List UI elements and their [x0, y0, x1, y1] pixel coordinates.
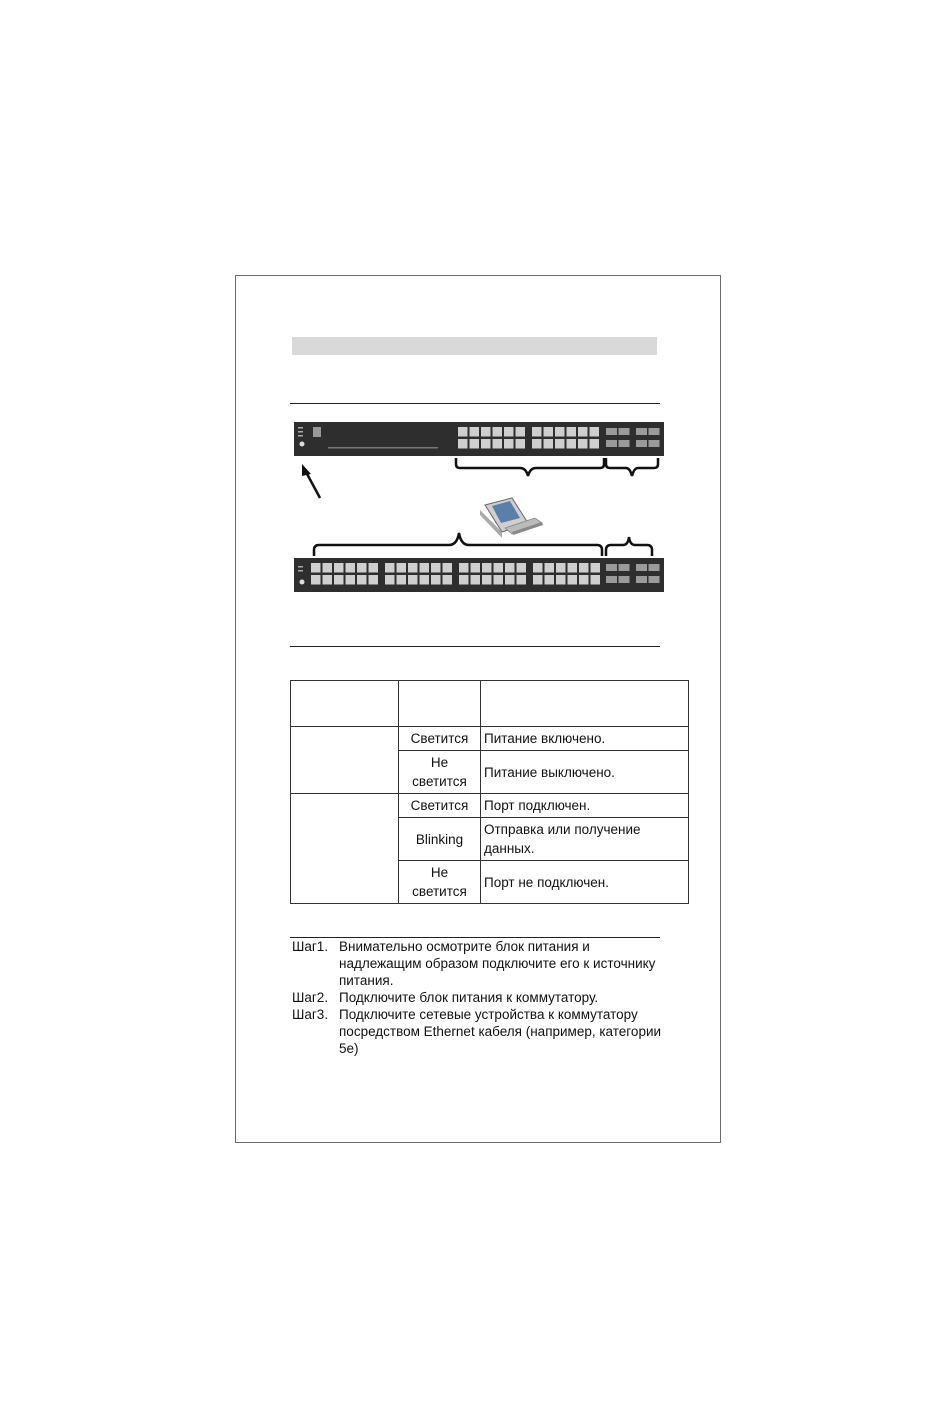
port [397, 563, 407, 573]
port [493, 439, 503, 449]
port [568, 575, 578, 585]
port [504, 427, 514, 437]
status-cell: Blinking [399, 818, 481, 861]
computer-icon [480, 498, 543, 538]
port [459, 575, 469, 585]
port [533, 575, 543, 585]
switch-diagram [280, 410, 675, 610]
list-item [292, 1006, 662, 1057]
port [323, 563, 333, 573]
port [517, 575, 527, 585]
port [591, 563, 601, 573]
port [556, 563, 566, 573]
header-cell [481, 681, 689, 727]
port [568, 563, 578, 573]
port [649, 440, 660, 447]
brace-sfp-top [606, 458, 658, 476]
port [517, 563, 527, 573]
port [385, 575, 395, 585]
port [649, 576, 660, 583]
table-header-row [291, 681, 689, 727]
port [504, 439, 514, 449]
port [493, 427, 503, 437]
port [311, 563, 321, 573]
section-heading-bar [292, 337, 657, 355]
port [323, 575, 333, 585]
step-number: Шаг3. [292, 1007, 329, 1022]
port [619, 564, 630, 571]
port [505, 575, 515, 585]
meaning-cell: Отправка или получение данных. [481, 818, 689, 861]
port [619, 428, 630, 435]
port [443, 563, 453, 573]
led-status-table [290, 680, 689, 904]
port [470, 427, 480, 437]
status-cell: Светится [399, 727, 481, 751]
port [408, 563, 418, 573]
port [636, 428, 647, 435]
port [397, 575, 407, 585]
port [458, 439, 468, 449]
status-cell: Светится [399, 794, 481, 818]
port [619, 576, 630, 583]
port [545, 563, 555, 573]
led-name-cell [291, 727, 399, 794]
port [431, 575, 441, 585]
port [431, 563, 441, 573]
port [482, 575, 492, 585]
port [606, 576, 617, 583]
port [516, 439, 526, 449]
port [481, 427, 491, 437]
port [334, 575, 344, 585]
list-item [292, 938, 662, 989]
port [471, 575, 481, 585]
port [532, 427, 542, 437]
port [579, 563, 589, 573]
port [590, 427, 600, 437]
brace-rj45-bottom [314, 533, 602, 556]
port [482, 563, 492, 573]
switch-48-port [294, 558, 664, 592]
meaning-cell: Порт не подключен. [481, 861, 689, 904]
port [606, 428, 617, 435]
port [591, 575, 601, 585]
port [636, 576, 647, 583]
port [369, 563, 379, 573]
led-name-cell [291, 794, 399, 904]
port [311, 575, 321, 585]
switch-24-port [294, 422, 664, 456]
port [494, 575, 504, 585]
step-text: Подключите блок питания к коммутатору. [339, 990, 599, 1005]
port [606, 564, 617, 571]
meaning-cell: Порт подключен. [481, 794, 689, 818]
port [420, 563, 430, 573]
step-text: Внимательно осмотрите блок питания и надлежащим образом подключите его к источнику питания. [339, 939, 656, 988]
port [459, 563, 469, 573]
meaning-cell: Питание включено. [481, 727, 689, 751]
table-row [291, 727, 689, 751]
port [606, 440, 617, 447]
port [516, 427, 526, 437]
port [545, 575, 555, 585]
port [408, 575, 418, 585]
port [556, 575, 566, 585]
brace-sfp-bottom [606, 537, 652, 556]
port [579, 575, 589, 585]
port [385, 563, 395, 573]
port [357, 575, 367, 585]
port [619, 440, 630, 447]
port [590, 439, 600, 449]
port [636, 440, 647, 447]
port [481, 439, 491, 449]
brace-rj45-top [456, 458, 604, 476]
port [533, 563, 543, 573]
port [555, 439, 565, 449]
port [346, 563, 356, 573]
table-row [291, 794, 689, 818]
port [567, 439, 577, 449]
header-cell [291, 681, 399, 727]
port [420, 575, 430, 585]
section-rule-2 [290, 646, 660, 647]
port [544, 427, 554, 437]
port [578, 439, 588, 449]
port [649, 564, 660, 571]
port [555, 427, 565, 437]
port [505, 563, 515, 573]
port [334, 563, 344, 573]
port [494, 563, 504, 573]
port [458, 427, 468, 437]
step-number: Шаг2. [292, 990, 329, 1005]
port [471, 563, 481, 573]
installation-steps [292, 938, 662, 1057]
port [443, 575, 453, 585]
status-cell: Не светится [399, 751, 481, 794]
port [544, 439, 554, 449]
list-item [292, 989, 662, 1006]
port [470, 439, 480, 449]
status-cell: Не светится [399, 861, 481, 904]
section-rule-1 [290, 403, 660, 404]
port [357, 563, 367, 573]
arrow-icon [302, 464, 320, 498]
port [532, 439, 542, 449]
port [578, 427, 588, 437]
port [369, 575, 379, 585]
header-cell [399, 681, 481, 727]
port [649, 428, 660, 435]
port [567, 427, 577, 437]
step-number: Шаг1. [292, 939, 329, 954]
step-text: Подключите сетевые устройства к коммутатору посредством Ethernet кабеля (например, категории 5е) [339, 1007, 662, 1056]
meaning-cell: Питание выключено. [481, 751, 689, 794]
port [346, 575, 356, 585]
port [636, 564, 647, 571]
